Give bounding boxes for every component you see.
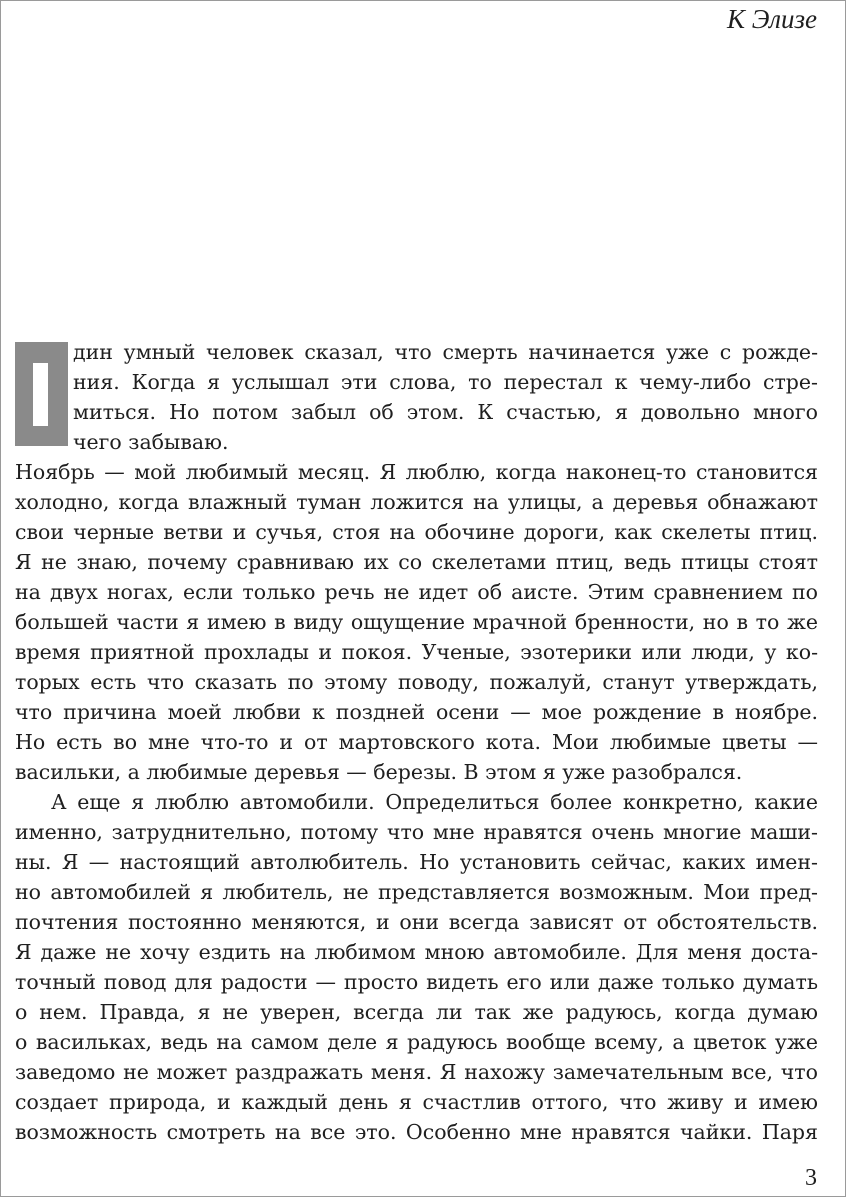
text-line: точный повод для радости — просто видеть его или даже только думать: [15, 970, 818, 994]
paragraph-opening: [73, 337, 818, 457]
text-line: дин умный человек сказал, что смерть начинается уже с рожде-: [73, 340, 818, 364]
text-line: Я не знаю, почему сравниваю их со скелетами птиц, ведь птицы стоят: [15, 550, 818, 574]
drop-cap-block: [15, 342, 68, 446]
text-line: почтения постоянно меняются, и они всегда зависят от обстоятельств.: [15, 910, 818, 934]
dedication-heading: К Элизе: [727, 4, 817, 34]
text-line: Я даже не хочу ездить на любимом мною автомобиле. Для меня доста-: [15, 940, 818, 964]
text-line: на двух ногах, если только речь не идет об аисте. Этим сравнением по: [15, 580, 818, 604]
text-line: ния. Когда я услышал эти слова, то перестал к чему-либо стре-: [73, 370, 818, 394]
paragraph-automobiles: [15, 787, 818, 1147]
text-line: о васильках, ведь на самом деле я радуюсь вообще всему, а цветок уже: [15, 1030, 818, 1054]
text-line: ны. Я — настоящий автолюбитель. Но установить сейчас, каких имен-: [15, 850, 818, 874]
text-line: миться. Но потом забыл об этом. К счастью, я довольно много: [73, 400, 818, 424]
text-line: о нем. Правда, я не уверен, всегда ли так же радуюсь, когда думаю: [15, 1000, 818, 1024]
text-line: создает природа, и каждый день я счастлив оттого, что живу и имею: [15, 1090, 818, 1114]
text-line: время приятной прохлады и покоя. Ученые, эзотерики или люди, у ко-: [15, 640, 818, 664]
text-line: именно, затруднительно, потому что мне нравятся очень многие маши-: [15, 820, 818, 844]
text-line: васильки, а любимые деревья — березы. В этом я уже разобрался.: [15, 760, 743, 784]
text-line: Но есть во мне что-то и от мартовского кота. Мои любимые цветы —: [15, 730, 818, 754]
text-line: холодно, когда влажный туман ложится на улицы, а деревья обнажают: [15, 490, 818, 514]
text-line: чего забываю.: [73, 430, 229, 454]
paragraph-november: [15, 457, 818, 787]
text-line: что причина моей любви к поздней осени — мое рождение в ноябре.: [15, 700, 818, 724]
text-line: торых есть что сказать по этому поводу, пожалуй, станут утверждать,: [15, 670, 818, 694]
text-line: возможность смотреть на все это. Особенно мне нравятся чайки. Паря: [15, 1120, 818, 1144]
text-line: заведомо не может раздражать меня. Я нахожу замечательным все, что: [15, 1060, 818, 1084]
drop-cap-letter: [33, 363, 48, 426]
text-line: Ноябрь — мой любимый месяц. Я люблю, когда наконец-то становится: [15, 460, 818, 484]
text-line: большей части я имею в виду ощущение мрачной бренности, но в то же: [15, 610, 818, 634]
text-line: А еще я люблю автомобили. Определиться более конкретно, какие: [51, 790, 818, 814]
text-line: но автомобилей я любитель, не представляется возможным. Мои пред-: [15, 880, 818, 904]
page-number: 3: [805, 1165, 817, 1191]
text-line: свои черные ветви и сучья, стоя на обочине дороги, как скелеты птиц.: [15, 520, 818, 544]
